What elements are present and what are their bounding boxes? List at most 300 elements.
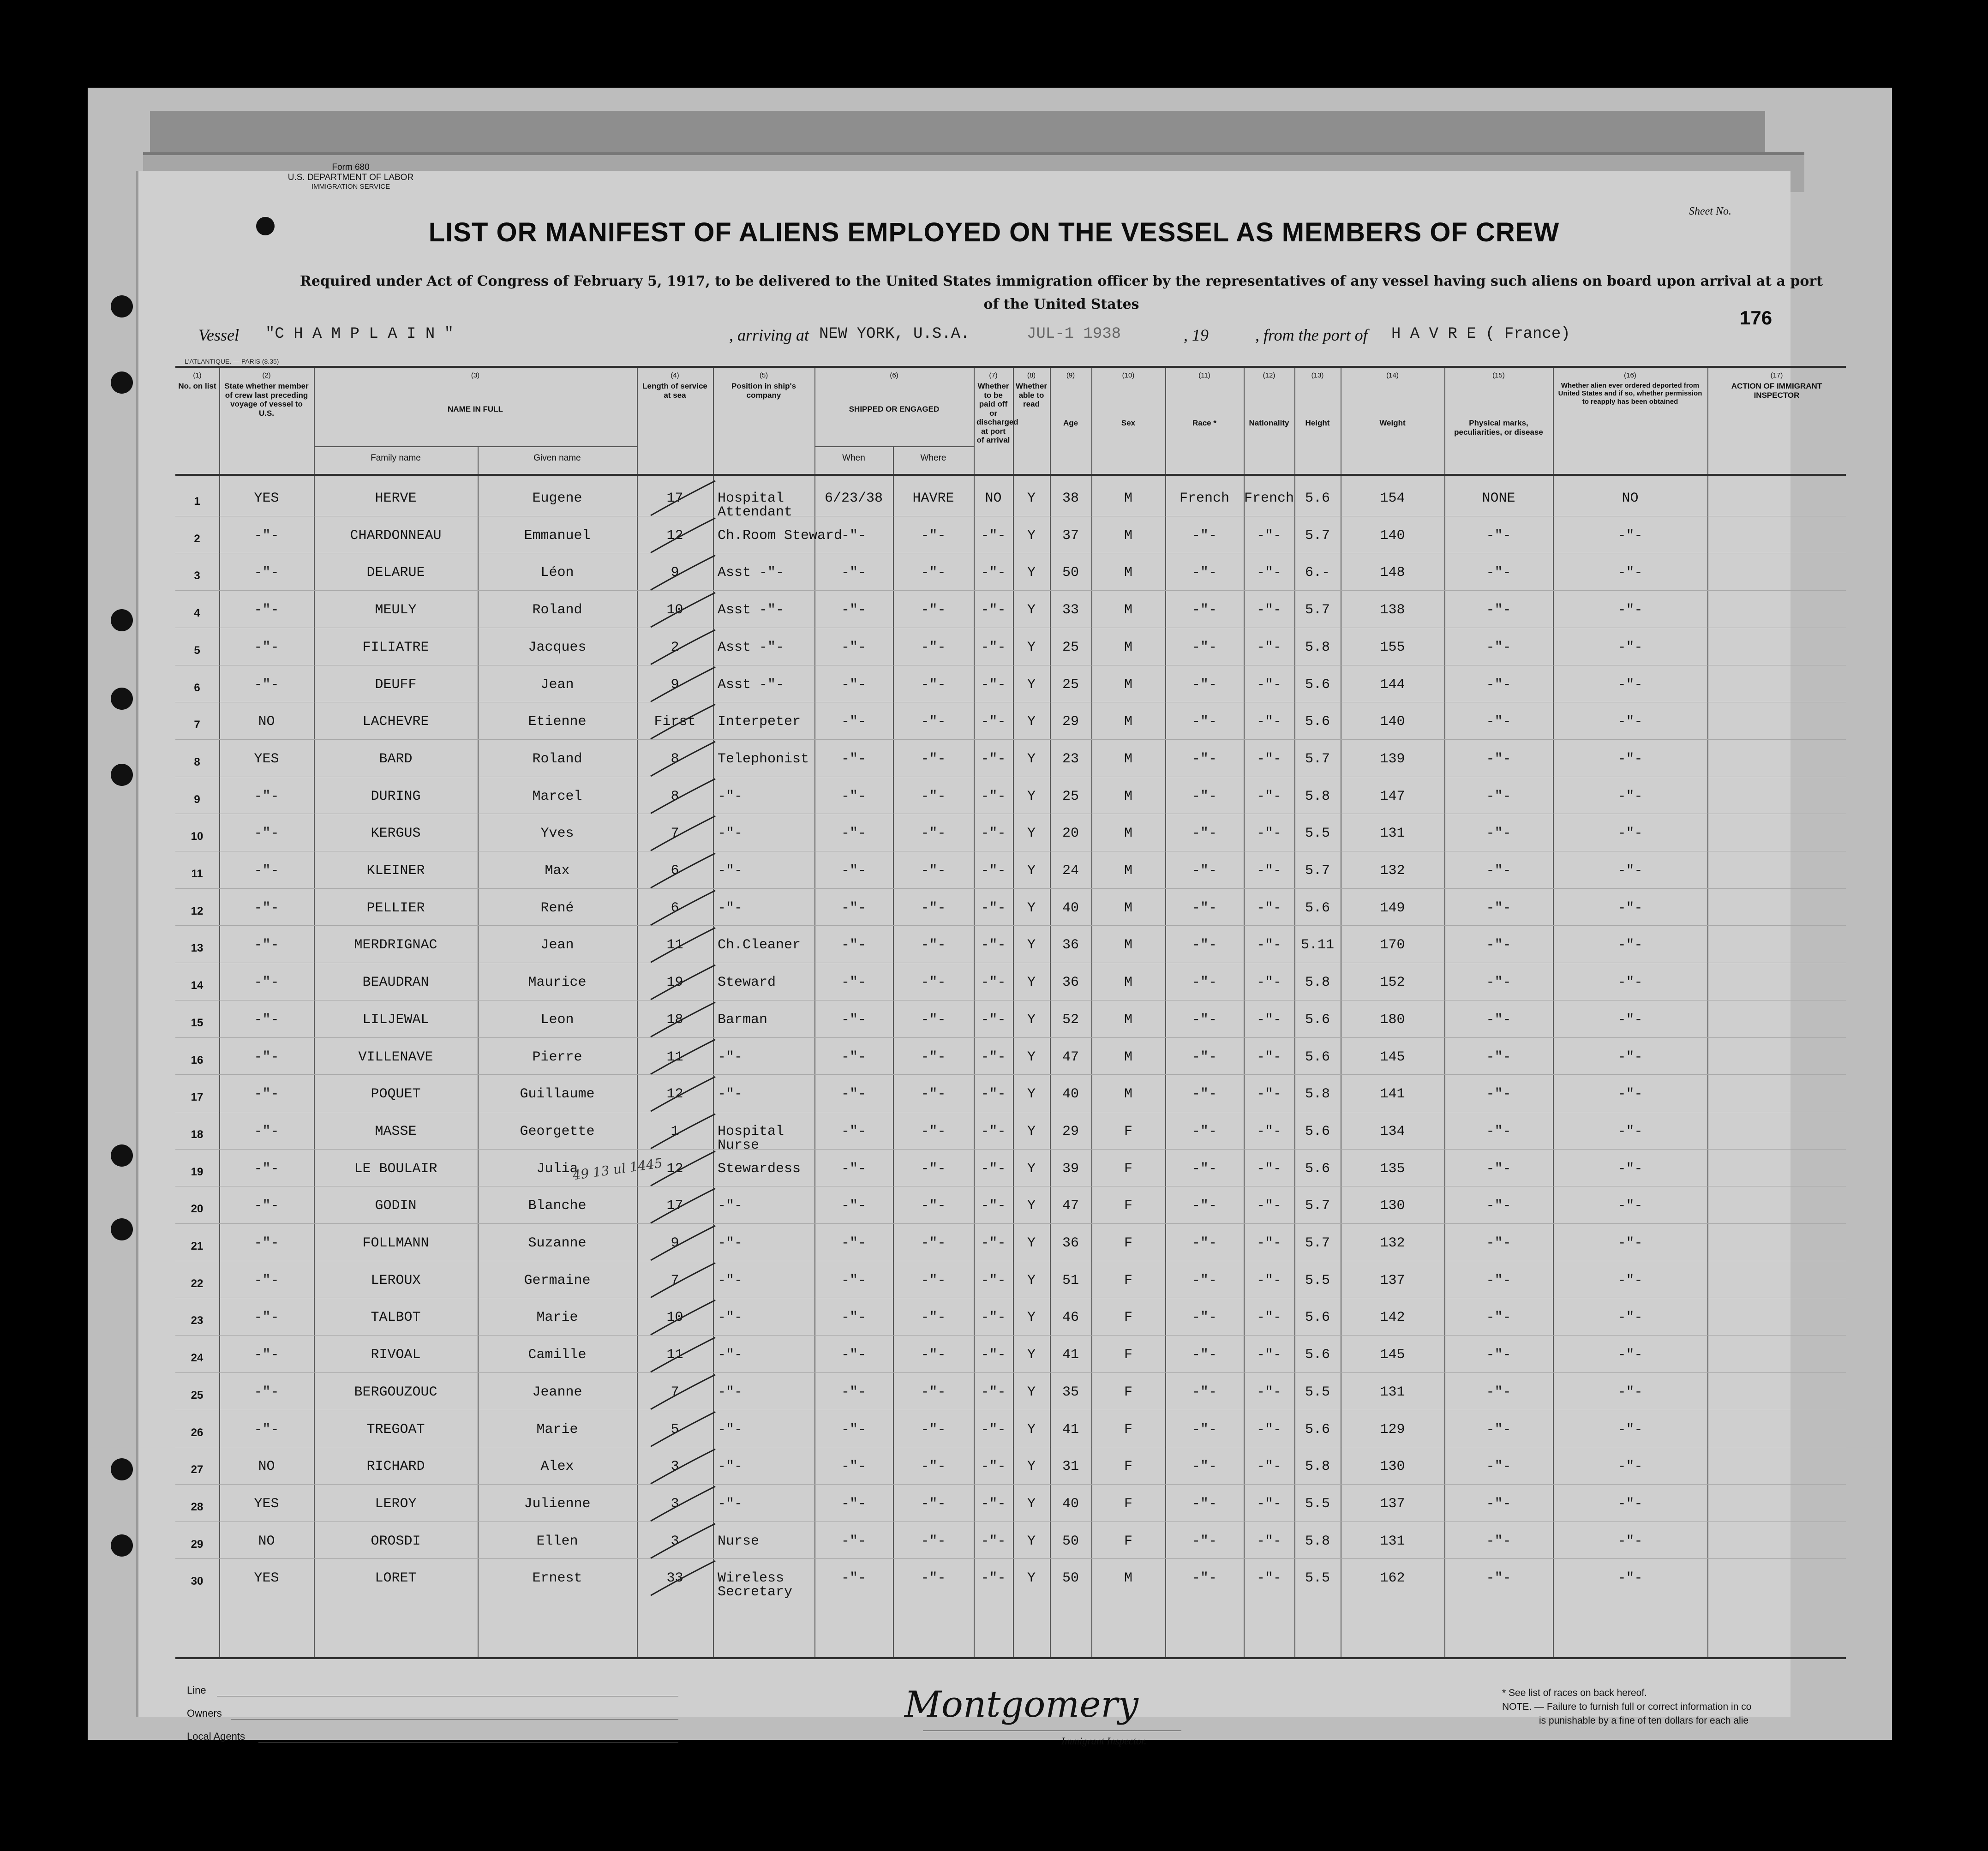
- row-prev-cell: -"-: [254, 1086, 279, 1102]
- row-when-cell: -"-: [841, 1347, 866, 1363]
- row-prev-cell: -"-: [254, 788, 279, 804]
- row-given-cell: Pierre: [532, 1049, 582, 1065]
- row-family-cell: LACHEVRE: [362, 714, 429, 730]
- row-divider: [175, 888, 1846, 889]
- row-position-cell: -"-: [718, 1198, 743, 1214]
- row-read-cell: Y: [1027, 1049, 1036, 1065]
- row-nat-cell: -"-: [1256, 1086, 1281, 1102]
- row-sex-cell: M: [1124, 863, 1132, 879]
- tally-mark: [651, 1040, 715, 1074]
- row-deported-cell: -"-: [1617, 826, 1643, 842]
- row-deported-cell: -"-: [1617, 863, 1643, 879]
- row-age-cell: 50: [1062, 1533, 1079, 1549]
- row-when-cell: -"-: [841, 1235, 866, 1251]
- row-where-cell: -"-: [921, 937, 946, 953]
- row-marks-cell: -"-: [1486, 900, 1511, 916]
- column-header: Age: [1063, 419, 1078, 427]
- row-number: 24: [191, 1352, 204, 1365]
- row-marks-cell: -"-: [1486, 1459, 1511, 1475]
- row-where-cell: -"-: [921, 826, 946, 842]
- row-number: 2: [194, 532, 200, 545]
- tally-mark: [651, 1188, 715, 1223]
- row-height-cell: 5.5: [1305, 1496, 1330, 1512]
- row-weight-cell: 149: [1380, 900, 1405, 916]
- row-marks-cell: -"-: [1486, 1049, 1511, 1065]
- row-family-cell: MERDRIGNAC: [354, 937, 437, 953]
- row-marks-cell: NONE: [1482, 491, 1515, 506]
- row-family-cell: BEAUDRAN: [362, 975, 429, 991]
- row-read-cell: Y: [1027, 1310, 1036, 1326]
- row-paid-cell: -"-: [981, 826, 1006, 842]
- row-height-cell: 5.6: [1305, 900, 1330, 916]
- footer-agents-label: Local Agents: [187, 1731, 245, 1742]
- tally-mark: [651, 555, 715, 590]
- inspector-signature: [900, 1680, 1223, 1735]
- row-height-cell: 5.5: [1305, 1384, 1330, 1400]
- row-number: 28: [191, 1500, 204, 1513]
- row-nat-cell: -"-: [1256, 1012, 1281, 1028]
- row-given-cell: Julia: [536, 1161, 578, 1177]
- row-given-cell: Jean: [540, 937, 574, 953]
- row-service-cell: 6: [671, 863, 679, 879]
- row-deported-cell: -"-: [1617, 1347, 1643, 1363]
- row-marks-cell: -"-: [1486, 1310, 1511, 1326]
- row-given-cell: Eugene: [532, 491, 582, 506]
- row-deported-cell: -"-: [1617, 1161, 1643, 1177]
- row-where-cell: -"-: [921, 1161, 946, 1177]
- tally-mark: [651, 1375, 715, 1409]
- row-service-cell: 12: [666, 1086, 683, 1102]
- row-prev-cell: -"-: [254, 1161, 279, 1177]
- row-nat-cell: -"-: [1256, 863, 1281, 879]
- row-prev-cell: -"-: [254, 900, 279, 916]
- row-position-cell: Ch.Room Steward: [718, 527, 843, 544]
- row-paid-cell: -"-: [981, 1123, 1006, 1139]
- row-when-cell: -"-: [841, 751, 866, 767]
- row-weight-cell: 152: [1380, 975, 1405, 991]
- row-paid-cell: -"-: [981, 1310, 1006, 1326]
- row-family-cell: RIVOAL: [371, 1347, 421, 1363]
- row-where-cell: -"-: [921, 1310, 946, 1326]
- row-family-cell: HERVE: [375, 491, 417, 506]
- row-marks-cell: -"-: [1486, 751, 1511, 767]
- row-sex-cell: F: [1124, 1384, 1132, 1400]
- row-marks-cell: -"-: [1486, 677, 1511, 693]
- row-weight-cell: 132: [1380, 863, 1405, 879]
- row-where-cell: -"-: [921, 565, 946, 581]
- row-sex-cell: F: [1124, 1533, 1132, 1549]
- row-number: 3: [194, 569, 200, 582]
- page-subtitle: Required under Act of Congress of February 5, 1917, to be delivered to the United States immigration officer by the representatives of any vessel having such aliens on board upon arrival at a port of the United States: [299, 273, 1823, 312]
- row-marks-cell: -"-: [1486, 975, 1511, 991]
- row-sex-cell: F: [1124, 1235, 1132, 1251]
- row-position-cell: -"-: [718, 1235, 743, 1251]
- row-nat-cell: -"-: [1256, 1347, 1281, 1363]
- row-height-cell: 5.8: [1305, 788, 1330, 804]
- row-deported-cell: -"-: [1617, 1086, 1643, 1102]
- row-family-cell: MEULY: [375, 602, 417, 618]
- row-race-cell: -"-: [1192, 527, 1217, 544]
- sheet-label: Sheet No.: [1689, 205, 1731, 217]
- row-family-cell: VILLENAVE: [358, 1049, 433, 1065]
- row-position-cell: Asst -"-: [718, 639, 784, 655]
- row-when-cell: -"-: [841, 1198, 866, 1214]
- row-prev-cell: YES: [254, 751, 279, 767]
- column-number: (11): [1198, 371, 1210, 379]
- row-marks-cell: -"-: [1486, 1086, 1511, 1102]
- row-number: 10: [191, 830, 204, 843]
- row-family-cell: CHARDONNEAU: [350, 527, 442, 544]
- row-age-cell: 50: [1062, 565, 1079, 581]
- row-age-cell: 52: [1062, 1012, 1079, 1028]
- row-divider: [175, 590, 1846, 591]
- row-service-cell: 6: [671, 900, 679, 916]
- row-sex-cell: F: [1124, 1496, 1132, 1512]
- row-age-cell: 20: [1062, 826, 1079, 842]
- row-number: 21: [191, 1240, 204, 1252]
- header-rule: [175, 474, 1846, 476]
- row-deported-cell: -"-: [1617, 1384, 1643, 1400]
- row-weight-cell: 129: [1380, 1421, 1405, 1438]
- row-height-cell: 5.7: [1305, 863, 1330, 879]
- row-sex-cell: M: [1124, 1012, 1132, 1028]
- row-position-cell: Stewardess: [718, 1161, 801, 1177]
- row-sex-cell: F: [1124, 1161, 1132, 1177]
- row-family-cell: FILIATRE: [362, 639, 429, 655]
- row-nat-cell: French: [1244, 491, 1294, 506]
- row-sex-cell: M: [1124, 714, 1132, 730]
- row-where-cell: -"-: [921, 900, 946, 916]
- row-when-cell: -"-: [841, 1384, 866, 1400]
- row-number: 27: [191, 1463, 204, 1476]
- row-family-cell: KLEINER: [366, 863, 425, 879]
- row-nat-cell: -"-: [1256, 900, 1281, 916]
- sheet-number: 176: [1740, 307, 1772, 329]
- row-given-cell: Blanche: [528, 1198, 587, 1214]
- row-paid-cell: -"-: [981, 937, 1006, 953]
- binder-hole-icon: [111, 688, 133, 710]
- row-number: 18: [191, 1128, 204, 1141]
- row-service-cell: 1: [671, 1123, 679, 1139]
- row-race-cell: -"-: [1192, 826, 1217, 842]
- row-paid-cell: -"-: [981, 677, 1006, 693]
- row-family-cell: LEROUX: [371, 1272, 421, 1288]
- row-given-cell: Roland: [532, 751, 582, 767]
- row-position-cell: -"-: [718, 900, 743, 916]
- row-where-cell: -"-: [921, 1086, 946, 1102]
- row-family-cell: LEROY: [375, 1496, 417, 1512]
- row-race-cell: -"-: [1192, 751, 1217, 767]
- row-race-cell: -"-: [1192, 1235, 1217, 1251]
- column-header: Physical marks, peculiarities, or disease: [1454, 419, 1543, 437]
- row-when-cell: -"-: [841, 602, 866, 618]
- row-service-cell: 7: [671, 1384, 679, 1400]
- row-sex-cell: M: [1124, 565, 1132, 581]
- row-service-cell: 12: [666, 1161, 683, 1177]
- row-race-cell: -"-: [1192, 714, 1217, 730]
- row-family-cell: PELLIER: [366, 900, 425, 916]
- row-sex-cell: F: [1124, 1123, 1132, 1139]
- row-prev-cell: -"-: [254, 639, 279, 655]
- row-when-cell: -"-: [841, 1310, 866, 1326]
- row-given-cell: Guillaume: [520, 1086, 595, 1102]
- row-service-cell: 9: [671, 677, 679, 693]
- tally-mark: [651, 1486, 715, 1521]
- row-weight-cell: 147: [1380, 788, 1405, 804]
- row-prev-cell: -"-: [254, 975, 279, 991]
- row-given-cell: Etienne: [528, 714, 587, 730]
- row-given-cell: Marie: [536, 1310, 578, 1326]
- column-header: SHIPPED OR ENGAGED: [849, 405, 940, 413]
- handwritten-annotation: 49 13 ul 1445: [571, 1155, 664, 1183]
- row-deported-cell: -"-: [1617, 714, 1643, 730]
- row-deported-cell: -"-: [1617, 602, 1643, 618]
- row-given-cell: Camille: [528, 1347, 587, 1363]
- row-weight-cell: 138: [1380, 602, 1405, 618]
- row-paid-cell: -"-: [981, 714, 1006, 730]
- row-paid-cell: -"-: [981, 639, 1006, 655]
- date-stamp: JUL-1 1938: [1027, 325, 1121, 343]
- row-marks-cell: -"-: [1486, 714, 1511, 730]
- row-when-cell: -"-: [841, 863, 866, 879]
- tally-mark: [651, 1300, 715, 1335]
- row-height-cell: 5.6: [1305, 1310, 1330, 1326]
- row-height-cell: 5.7: [1305, 527, 1330, 544]
- row-number: 26: [191, 1426, 204, 1439]
- row-service-cell: 10: [666, 602, 683, 618]
- column-header: Sex: [1121, 419, 1136, 427]
- row-number: 11: [191, 868, 203, 880]
- column-header: Whether to be paid off or discharged at port of arrival: [976, 382, 1018, 445]
- row-position-cell: -"-: [718, 1049, 743, 1065]
- row-where-cell: -"-: [921, 1459, 946, 1475]
- row-height-cell: 5.6: [1305, 1161, 1330, 1177]
- row-read-cell: Y: [1027, 751, 1036, 767]
- row-deported-cell: -"-: [1617, 1459, 1643, 1475]
- row-service-cell: 3: [671, 1496, 679, 1512]
- row-nat-cell: -"-: [1256, 1570, 1281, 1587]
- row-read-cell: Y: [1027, 1123, 1036, 1139]
- row-sex-cell: M: [1124, 491, 1132, 506]
- row-deported-cell: -"-: [1617, 1235, 1643, 1251]
- row-prev-cell: -"-: [254, 1384, 279, 1400]
- row-race-cell: -"-: [1192, 639, 1217, 655]
- row-when-cell: -"-: [841, 1421, 866, 1438]
- tally-mark: [651, 928, 715, 962]
- penalty-note-2: is punishable by a fine of ten dollars for each alie: [1539, 1715, 1749, 1726]
- row-nat-cell: -"-: [1256, 1459, 1281, 1475]
- row-paid-cell: -"-: [981, 1421, 1006, 1438]
- row-prev-cell: NO: [258, 714, 275, 730]
- row-height-cell: 5.8: [1305, 1086, 1330, 1102]
- tally-mark: [651, 1337, 715, 1372]
- row-position-cell: Hospital: [718, 491, 784, 506]
- row-marks-cell: -"-: [1486, 565, 1511, 581]
- row-position-cell: -"-: [718, 1421, 743, 1438]
- row-family-cell: POQUET: [371, 1086, 421, 1102]
- row-service-cell: 11: [666, 1049, 683, 1065]
- column-header: Race *: [1192, 419, 1216, 427]
- row-family-cell: KERGUS: [371, 826, 421, 842]
- row-paid-cell: -"-: [981, 1161, 1006, 1177]
- row-when-cell: -"-: [841, 900, 866, 916]
- row-position-cell: -"-: [718, 1310, 743, 1326]
- row-read-cell: Y: [1027, 1384, 1036, 1400]
- column-header: Nationality: [1249, 419, 1289, 427]
- tally-mark: [651, 1002, 715, 1037]
- row-height-cell: 5.6: [1305, 1421, 1330, 1438]
- row-prev-cell: -"-: [254, 1421, 279, 1438]
- row-family-cell: DURING: [371, 788, 421, 804]
- row-prev-cell: NO: [258, 1459, 275, 1475]
- row-where-cell: -"-: [921, 602, 946, 618]
- row-deported-cell: -"-: [1617, 788, 1643, 804]
- row-paid-cell: -"-: [981, 1496, 1006, 1512]
- row-service-cell: 12: [666, 527, 683, 544]
- row-given-cell: Ellen: [536, 1533, 578, 1549]
- row-age-cell: 46: [1062, 1310, 1079, 1326]
- row-sex-cell: M: [1124, 937, 1132, 953]
- row-marks-cell: -"-: [1486, 1533, 1511, 1549]
- row-deported-cell: -"-: [1617, 1421, 1643, 1438]
- name-subheader-rule: [314, 446, 637, 447]
- row-when-cell: -"-: [841, 1496, 866, 1512]
- tally-mark: [651, 630, 715, 665]
- row-sex-cell: M: [1124, 639, 1132, 655]
- tally-mark: [651, 779, 715, 814]
- row-position-cell: Barman: [718, 1012, 768, 1028]
- subheader-where: Where: [920, 453, 946, 463]
- subheader-given: Given name: [533, 453, 581, 463]
- row-height-cell: 5.7: [1305, 751, 1330, 767]
- row-when-cell: -"-: [841, 1161, 866, 1177]
- row-number: 30: [191, 1575, 204, 1588]
- row-height-cell: 5.7: [1305, 602, 1330, 618]
- tally-mark: [651, 1226, 715, 1260]
- row-nat-cell: -"-: [1256, 1198, 1281, 1214]
- row-service-cell: 8: [671, 751, 679, 767]
- year-label: , 19: [1184, 326, 1209, 344]
- row-divider: [175, 1149, 1846, 1150]
- from-port: H A V R E ( France): [1391, 325, 1570, 343]
- row-family-cell: FOLLMANN: [362, 1235, 429, 1251]
- row-nat-cell: -"-: [1256, 1496, 1281, 1512]
- row-given-cell: Georgette: [520, 1123, 595, 1139]
- service: IMMIGRATION SERVICE: [311, 182, 390, 191]
- row-age-cell: 36: [1062, 1235, 1079, 1251]
- row-service-cell: 17: [666, 1198, 683, 1214]
- row-service-cell: 2: [671, 639, 679, 655]
- row-race-cell: -"-: [1192, 1086, 1217, 1102]
- row-marks-cell: -"-: [1486, 1161, 1511, 1177]
- row-number: 1: [194, 495, 200, 508]
- column-number: (5): [759, 371, 768, 379]
- column-number: (10): [1122, 371, 1135, 379]
- row-nat-cell: -"-: [1256, 751, 1281, 767]
- row-position-line2: Secretary: [718, 1584, 793, 1600]
- row-height-cell: 5.6: [1305, 714, 1330, 730]
- row-race-cell: -"-: [1192, 677, 1217, 693]
- column-header: Position in ship's company: [731, 382, 796, 400]
- row-age-cell: 36: [1062, 937, 1079, 953]
- binder-hole-icon: [111, 609, 133, 631]
- row-race-cell: -"-: [1192, 1310, 1217, 1326]
- row-when-cell: -"-: [841, 975, 866, 991]
- row-sex-cell: M: [1124, 975, 1132, 991]
- row-read-cell: Y: [1027, 1347, 1036, 1363]
- row-number: 16: [191, 1054, 204, 1066]
- row-paid-cell: -"-: [981, 788, 1006, 804]
- row-given-cell: Yves: [540, 826, 574, 842]
- row-marks-cell: -"-: [1486, 1123, 1511, 1139]
- tally-mark: [651, 1151, 715, 1186]
- row-given-cell: René: [540, 900, 574, 916]
- binder-hole-icon: [111, 1458, 133, 1480]
- row-service-cell: 17: [666, 491, 683, 506]
- tally-mark: [651, 704, 715, 739]
- tally-mark: [651, 853, 715, 888]
- row-when-cell: -"-: [841, 1049, 866, 1065]
- row-height-cell: 5.8: [1305, 639, 1330, 655]
- row-height-cell: 5.8: [1305, 1533, 1330, 1549]
- row-marks-cell: -"-: [1486, 1496, 1511, 1512]
- row-weight-cell: 131: [1380, 1384, 1405, 1400]
- row-prev-cell: YES: [254, 491, 279, 506]
- inspector-label: Immigrant Inspector.: [1061, 1735, 1147, 1747]
- row-nat-cell: -"-: [1256, 1161, 1281, 1177]
- row-where-cell: -"-: [921, 1347, 946, 1363]
- row-age-cell: 35: [1062, 1384, 1079, 1400]
- tally-mark: [651, 965, 715, 1000]
- row-deported-cell: -"-: [1617, 639, 1643, 655]
- tally-mark: [651, 518, 715, 553]
- row-nat-cell: -"-: [1256, 1123, 1281, 1139]
- row-read-cell: Y: [1027, 788, 1036, 804]
- row-number: 25: [191, 1389, 204, 1402]
- row-prev-cell: -"-: [254, 826, 279, 842]
- row-deported-cell: -"-: [1617, 1310, 1643, 1326]
- column-number: (12): [1263, 371, 1275, 379]
- row-when-cell: -"-: [841, 714, 866, 730]
- tally-mark: [651, 742, 715, 776]
- row-marks-cell: -"-: [1486, 1012, 1511, 1028]
- row-read-cell: Y: [1027, 639, 1036, 655]
- row-weight-cell: 140: [1380, 714, 1405, 730]
- row-where-cell: -"-: [921, 1533, 946, 1549]
- tally-mark: [651, 1524, 715, 1558]
- row-when-cell: -"-: [841, 565, 866, 581]
- row-read-cell: Y: [1027, 1421, 1036, 1438]
- footer-owners-label: Owners: [187, 1707, 222, 1719]
- binder-hole-icon: [111, 371, 133, 394]
- row-position-line2: Nurse: [718, 1137, 760, 1153]
- row-sex-cell: F: [1124, 1198, 1132, 1214]
- row-when-cell: -"-: [841, 1533, 866, 1549]
- row-read-cell: Y: [1027, 863, 1036, 879]
- row-number: 13: [191, 942, 204, 955]
- row-where-cell: -"-: [921, 1123, 946, 1139]
- footer-agents-rule: [258, 1742, 678, 1743]
- column-number: (16): [1624, 371, 1636, 379]
- row-service-cell: 33: [666, 1570, 683, 1587]
- column-number: (8): [1027, 371, 1036, 379]
- row-number: 29: [191, 1538, 204, 1551]
- row-service-cell: 10: [666, 1310, 683, 1326]
- tally-mark: [651, 816, 715, 851]
- row-sex-cell: M: [1124, 1570, 1132, 1587]
- row-deported-cell: -"-: [1617, 527, 1643, 544]
- row-race-cell: -"-: [1192, 1198, 1217, 1214]
